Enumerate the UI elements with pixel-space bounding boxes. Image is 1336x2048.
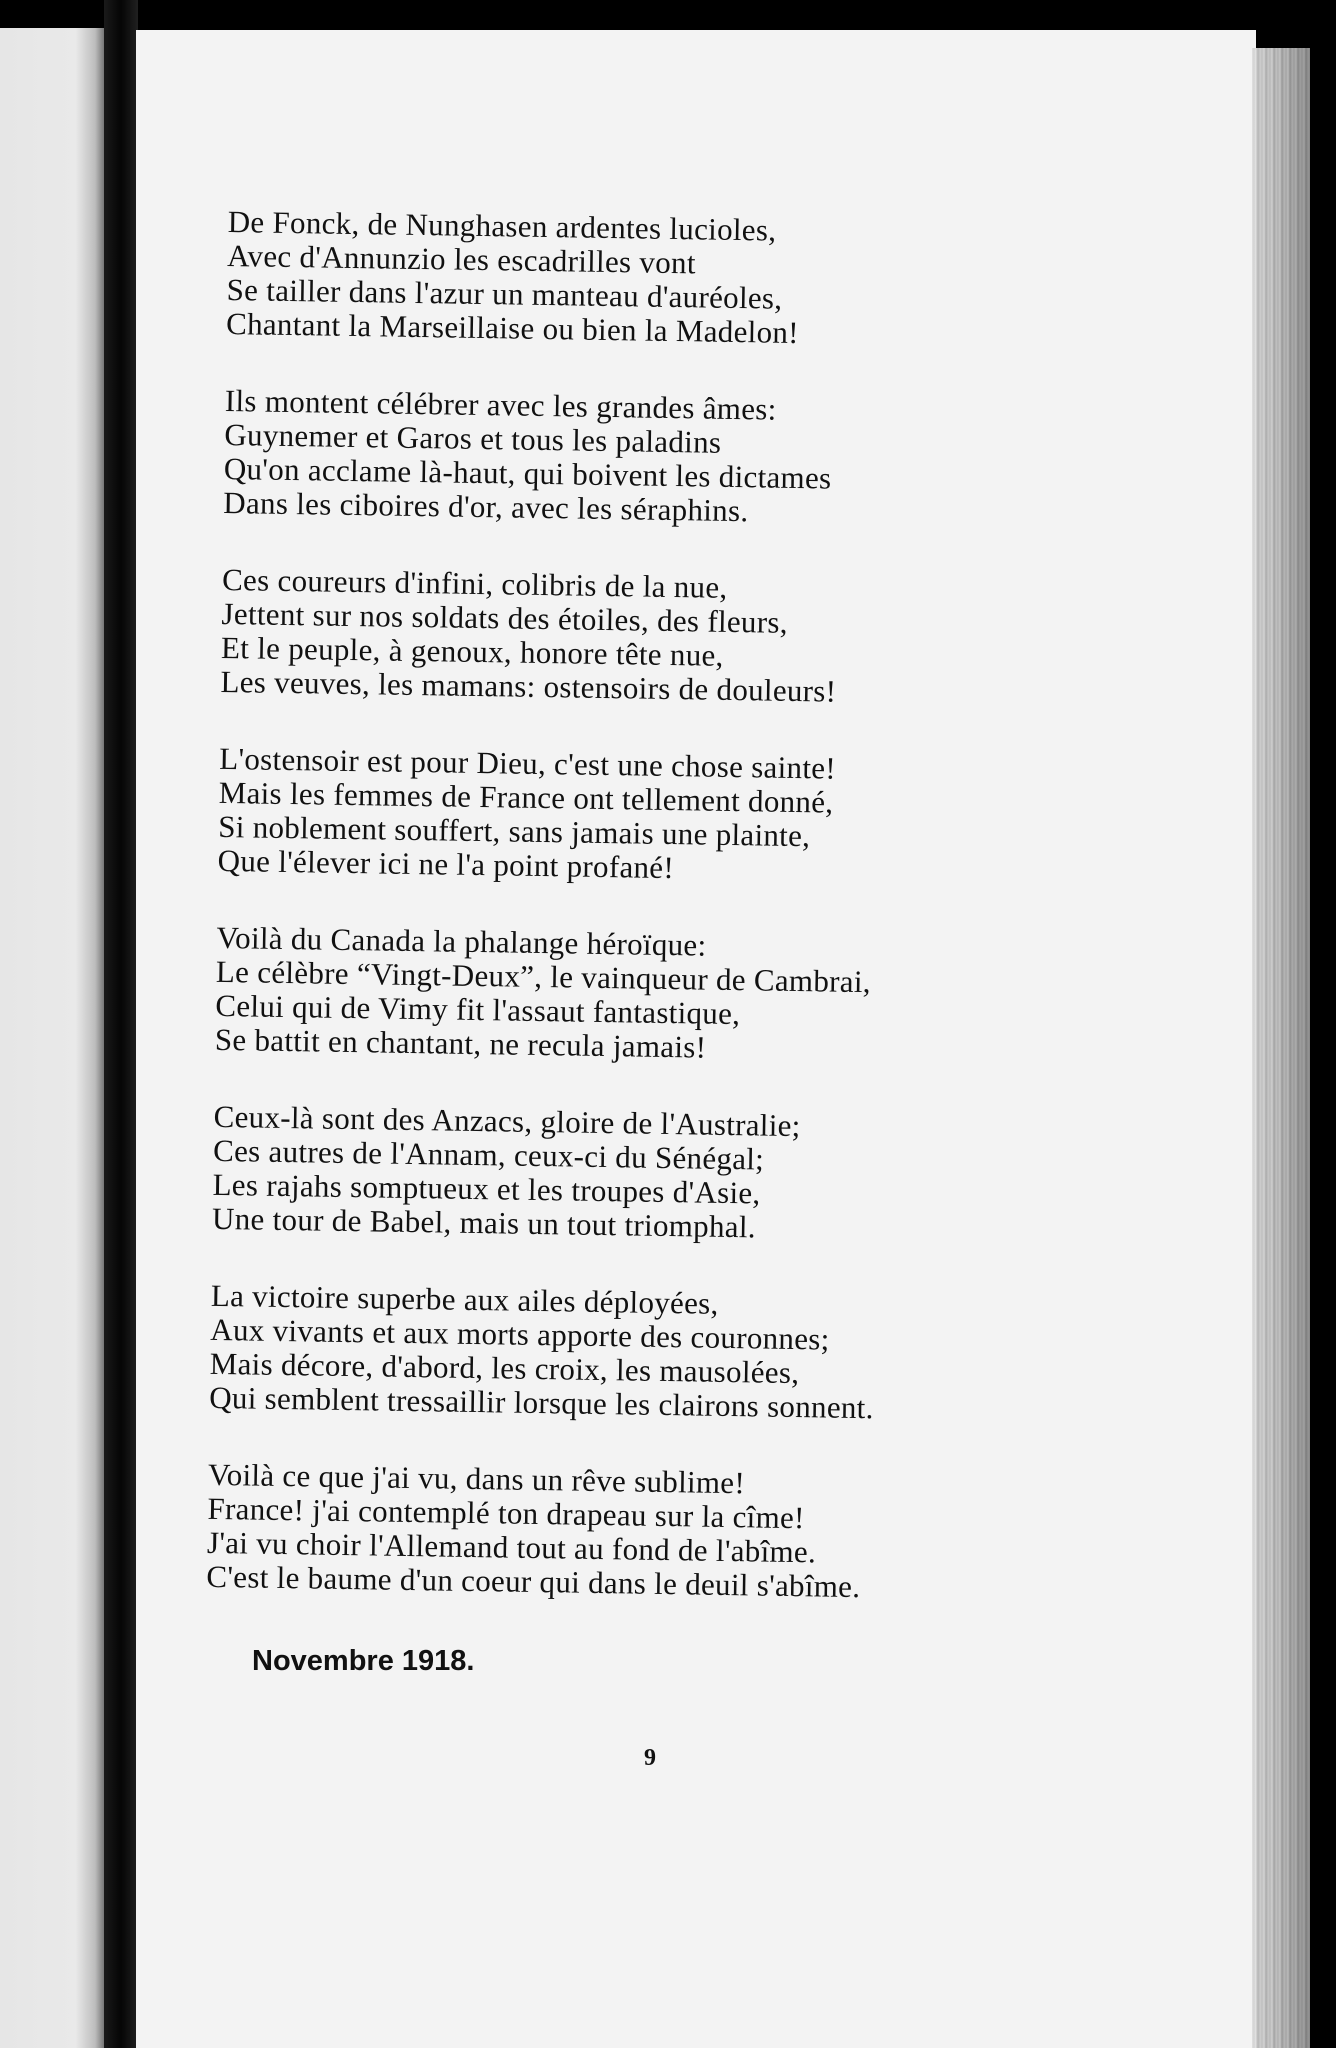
poem-line: Les veuves, les mamans: ostensoirs de douleurs!: [220, 663, 837, 709]
poem-line: Ils montent célébrer avec les grandes âmes:: [224, 382, 777, 427]
poem-line: La victoire superbe aux ailes déployées,: [210, 1277, 719, 1321]
stanza: [209, 1279, 1111, 1429]
left-page-edge: [0, 28, 108, 2048]
stanza: [206, 1458, 1108, 1608]
poem-line: Et le peuple, à genoux, honore tête nue,: [220, 629, 724, 673]
poem-line: Dans les ciboires d'or, avec les séraphins.: [223, 484, 749, 529]
poem-line: Guynemer et Garos et tous les paladins: [224, 416, 722, 460]
poem-line: Ces autres de l'Annam, ceux-ci du Sénégal;: [212, 1132, 765, 1177]
poem-line: Si noblement souffert, sans jamais une plainte,: [217, 808, 811, 854]
poem-line: Se battit en chantant, ne recula jamais!: [214, 1021, 707, 1065]
stanza: [215, 921, 1117, 1071]
poem-line: Mais décore, d'abord, les croix, les mausolées,: [209, 1345, 800, 1391]
page-number: 9: [644, 1745, 656, 1771]
poem-line: L'ostensoir est pour Dieu, c'est une chose sainte!: [219, 740, 837, 786]
poem-line: De Fonck, de Nunghasen ardentes lucioles,: [227, 204, 777, 248]
poem-line: Aux vivants et aux morts apporte des couronnes;: [210, 1311, 830, 1357]
poem-line: Ceux-là sont des Anzacs, gloire de l'Australie;: [213, 1098, 801, 1144]
stanza: [223, 384, 1125, 534]
poem-line: J'ai vu choir l'Allemand tout au fond de l'abîme.: [206, 1524, 817, 1570]
book-gutter: [104, 0, 138, 2048]
stanza: [226, 205, 1128, 355]
poem-line: Se tailler dans l'azur un manteau d'auréoles,: [226, 271, 783, 316]
page-stack-edge: [1252, 48, 1310, 2048]
poem-line: Les rajahs somptueux et les troupes d'Asie,: [212, 1166, 761, 1211]
poem-line: Qu'on acclame là-haut, qui boivent les dictames: [223, 450, 832, 496]
stanza: [217, 742, 1119, 892]
poem-line: C'est le baume d'un coeur qui dans le deuil s'abîme.: [206, 1558, 861, 1605]
poem-line: Celui qui de Vimy fit l'assaut fantastique,: [215, 987, 741, 1032]
poem-line: Jettent sur nos soldats des étoiles, des fleurs,: [221, 595, 789, 640]
poem-line: Chantant la Marseillaise ou bien la Madelon!: [225, 305, 800, 350]
poem-line: Ces coureurs d'infini, colibris de la nue,: [221, 561, 728, 605]
poem-line: Que l'élever ici ne l'a point profané!: [217, 842, 675, 886]
poem-line: Une tour de Babel, mais un tout triomphal.: [211, 1200, 757, 1245]
poem-line: Le célèbre “Vingt-Deux”, le vainqueur de Cambrai,: [215, 953, 872, 1000]
poem-line: Avec d'Annunzio les escadrilles vont: [226, 237, 697, 281]
poem-line: Mais les femmes de France ont tellement donné,: [218, 774, 834, 820]
poem-line: Voilà ce que j'ai vu, dans un rêve sublime!: [207, 1456, 746, 1501]
stanza: [212, 1100, 1114, 1250]
stanza: [220, 563, 1122, 713]
poem: [206, 205, 1128, 1651]
poem-line: France! j'ai contemplé ton drapeau sur la cîme!: [207, 1490, 805, 1536]
dateline: Novembre 1918.: [252, 1645, 475, 1677]
poem-line: Voilà du Canada la phalange héroïque:: [216, 919, 707, 963]
poem-line: Qui semblent tressaillir lorsque les clairons sonnent.: [208, 1379, 874, 1426]
scan-border: [1310, 0, 1336, 2048]
